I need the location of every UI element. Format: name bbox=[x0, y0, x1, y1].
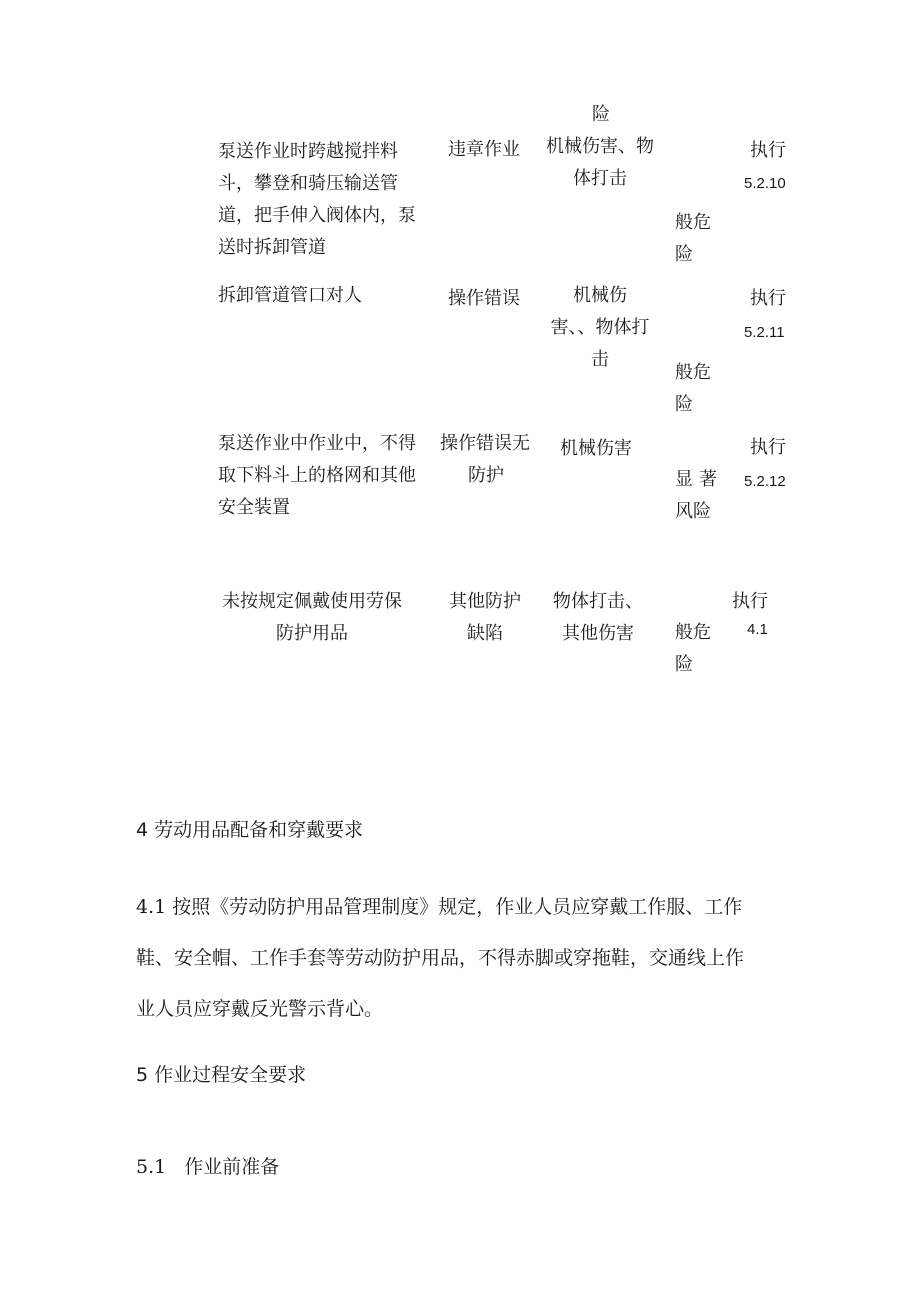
section-number: 5.1 bbox=[136, 1156, 167, 1178]
paragraph-line: 4.1 按照《劳动防护用品管理制度》规定，作业人员应穿戴工作服、工作 bbox=[136, 896, 743, 918]
consequence-line: 机械伤害、物 bbox=[546, 136, 654, 157]
section-4-heading: 4 劳动用品配备和穿戴要求 bbox=[136, 819, 364, 841]
risk-level-line: 般危 bbox=[675, 212, 711, 233]
consequence-line: 其他伤害 bbox=[562, 623, 634, 644]
risk-level-cell bbox=[675, 464, 723, 528]
hazard-line: 送时拆卸管道 bbox=[218, 237, 326, 258]
section-5-heading: 5 作业过程安全要求 bbox=[136, 1064, 307, 1086]
cause-cell bbox=[440, 428, 530, 492]
clause-ref: 5.2.12 bbox=[744, 473, 786, 490]
hazard-line: 防护用品 bbox=[276, 623, 348, 644]
hazard-line: 拆卸管道管口对人 bbox=[218, 285, 362, 306]
hazard-line: 泵送作业时跨越搅拌料 bbox=[218, 141, 398, 162]
risk-level-cell bbox=[675, 207, 711, 271]
clause-ref: 5.2.10 bbox=[744, 175, 786, 192]
cause-cell bbox=[448, 283, 520, 315]
consequence-cell bbox=[538, 280, 662, 376]
cause-line: 操作错误无 bbox=[440, 433, 530, 454]
hazard-cell bbox=[212, 586, 412, 650]
hazard-cell bbox=[218, 280, 362, 312]
risk-level-line: 般危 bbox=[675, 622, 711, 643]
risk-level-line: 险 bbox=[675, 244, 693, 265]
risk-level-line: 风险 bbox=[675, 501, 711, 522]
cause-line: 操作错误 bbox=[448, 288, 520, 309]
hazard-line: 斗，攀登和骑压输送管 bbox=[218, 173, 398, 194]
consequence-line: 机械伤 bbox=[573, 285, 627, 306]
hazard-line: 取下料斗上的格网和其他 bbox=[218, 465, 416, 486]
hazard-line: 未按规定佩戴使用劳保 bbox=[222, 591, 402, 612]
paragraph-line: 业人员应穿戴反光警示背心。 bbox=[136, 998, 384, 1020]
hazard-line: 安全装置 bbox=[218, 497, 290, 518]
consequence-line: 害、、物体打 bbox=[550, 317, 650, 338]
section-4-1-paragraph bbox=[136, 882, 744, 1035]
clause-ref: 4.1 bbox=[747, 621, 768, 638]
cause-line: 缺陷 bbox=[467, 623, 503, 644]
measure-cell: 执行 bbox=[750, 140, 786, 161]
paragraph-line: 鞋、安全帽、工作手套等劳动防护用品，不得赤脚或穿拖鞋，交通线上作 bbox=[136, 947, 745, 969]
section-title: 作业前准备 bbox=[184, 1156, 280, 1178]
risk-level-line: 险 bbox=[675, 394, 693, 415]
cause-cell bbox=[448, 134, 520, 166]
section-5-1-heading bbox=[136, 1152, 279, 1182]
hazard-cell bbox=[218, 136, 416, 264]
risk-level-cell bbox=[675, 357, 711, 421]
hazard-line: 泵送作业中作业中，不得 bbox=[218, 433, 416, 454]
consequence-line: 机械伤害 bbox=[560, 438, 632, 459]
consequence-cell bbox=[545, 586, 651, 650]
consequence-cell bbox=[560, 433, 632, 465]
risk-level-cell bbox=[675, 617, 711, 681]
measure-cell: 执行 bbox=[750, 437, 786, 458]
cause-cell bbox=[440, 586, 530, 650]
cause-line: 防护 bbox=[468, 465, 504, 486]
clause-ref: 5.2.11 bbox=[744, 324, 785, 341]
measure-cell: 执行 bbox=[750, 288, 786, 309]
measure-cell: 执行 bbox=[732, 591, 768, 612]
cause-line: 其他防护 bbox=[449, 591, 521, 612]
table-fragment-text: 险 bbox=[592, 104, 610, 125]
risk-level-line: 般危 bbox=[675, 362, 711, 383]
cause-line: 违章作业 bbox=[448, 139, 520, 160]
consequence-cell bbox=[540, 131, 660, 195]
consequence-line: 体打击 bbox=[573, 168, 627, 189]
consequence-line: 击 bbox=[591, 349, 609, 370]
risk-level-line: 显著 bbox=[675, 469, 723, 490]
hazard-cell bbox=[218, 428, 416, 524]
hazard-line: 道，把手伸入阀体内，泵 bbox=[218, 205, 416, 226]
consequence-line: 物体打击、 bbox=[553, 591, 643, 612]
risk-level-line: 险 bbox=[675, 654, 693, 675]
